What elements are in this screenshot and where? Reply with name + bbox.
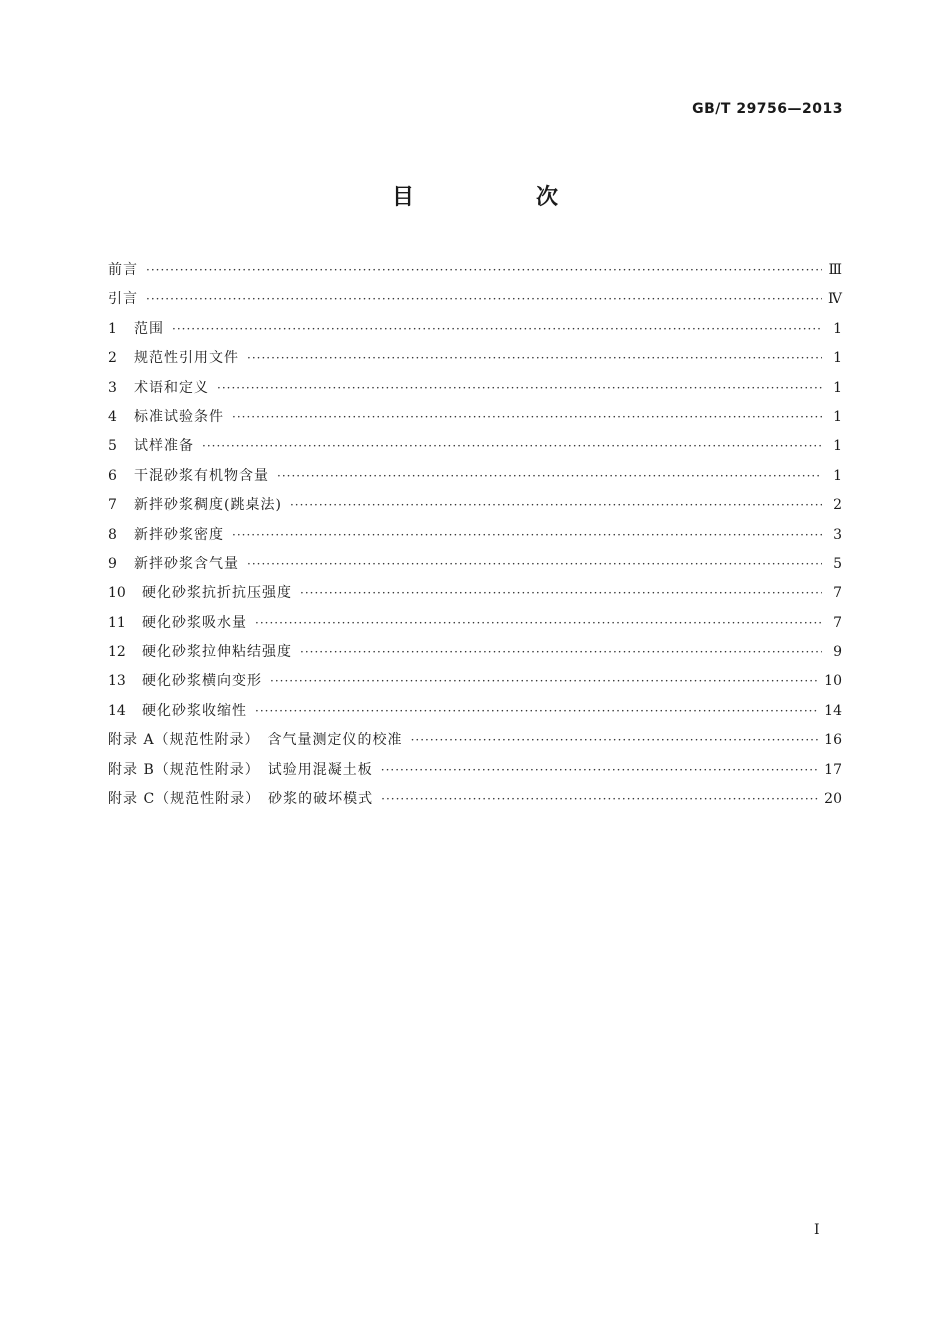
toc-leader-dots <box>277 462 822 491</box>
toc-leader-dots <box>290 491 822 520</box>
toc-leader-dots <box>381 785 818 814</box>
toc-entry-title: 新拌砂浆含气量 <box>134 555 239 572</box>
toc-leader-dots <box>232 521 822 550</box>
toc-leader-dots <box>146 285 822 314</box>
toc-entry-page: 10 <box>824 673 842 690</box>
toc-entry-page: 20 <box>824 791 842 808</box>
toc-entry[interactable] <box>108 667 842 696</box>
toc-leader-dots <box>381 756 818 785</box>
toc-entry-number: 2 <box>108 350 117 367</box>
toc-entry[interactable] <box>108 256 842 285</box>
toc-entry-page: 16 <box>824 732 842 749</box>
toc-entry-page: 17 <box>824 761 842 778</box>
toc-entry[interactable] <box>108 579 842 608</box>
toc-entry[interactable] <box>108 550 842 579</box>
toc-entry[interactable] <box>108 609 842 638</box>
toc-entry[interactable] <box>108 374 842 403</box>
toc-entry[interactable] <box>108 403 842 432</box>
toc-entry-number: 1 <box>108 320 117 337</box>
toc-entry-number: 8 <box>108 526 117 543</box>
toc-leader-dots <box>255 609 822 638</box>
toc-entry[interactable] <box>108 432 842 461</box>
toc-entry-number: 6 <box>108 467 117 484</box>
page-title: 目 次 <box>391 185 608 210</box>
toc-entry-number: 11 <box>108 614 126 631</box>
toc-entry-page: 5 <box>833 555 842 572</box>
toc-leader-dots <box>247 550 822 579</box>
toc-entry-number: 12 <box>108 644 126 661</box>
toc-entry-page: 1 <box>833 467 842 484</box>
toc-entry-title: 术语和定义 <box>134 379 209 396</box>
toc-leader-dots <box>146 256 822 285</box>
toc-entry-title: 规范性引用文件 <box>134 350 239 367</box>
toc-entry-title: 硬化砂浆拉伸粘结强度 <box>142 644 292 661</box>
toc-entry-page: Ⅳ <box>828 291 842 308</box>
toc-leader-dots <box>300 638 822 667</box>
toc-entry[interactable] <box>108 315 842 344</box>
toc-entry-number: 13 <box>108 673 126 690</box>
toc-entry-page: 7 <box>833 614 842 631</box>
toc-entry[interactable] <box>108 462 842 491</box>
toc-entry-title: 新拌砂浆密度 <box>134 526 224 543</box>
toc-entry-title: 试样准备 <box>134 438 194 455</box>
toc-entry-title: 新拌砂浆稠度(跳桌法) <box>134 497 282 514</box>
toc-entry-number: 7 <box>108 497 117 514</box>
standard-number: GB/T 29756—2013 <box>692 101 843 117</box>
toc-entry-page: 3 <box>833 526 842 543</box>
toc-entry-title: 范围 <box>134 320 164 337</box>
toc-entry-page: 7 <box>833 585 842 602</box>
toc-entry-annex[interactable] <box>108 785 842 814</box>
toc-entry-title: 硬化砂浆收缩性 <box>142 702 247 719</box>
toc-entry-number: 9 <box>108 555 117 572</box>
toc-entry-title: 硬化砂浆抗折抗压强度 <box>142 585 292 602</box>
toc-entry-page: 1 <box>833 438 842 455</box>
toc-leader-dots <box>232 403 822 432</box>
page-number: Ⅰ <box>814 1222 820 1238</box>
toc-leader-dots <box>247 344 822 373</box>
toc-entry[interactable] <box>108 285 842 314</box>
toc-leader-dots <box>411 726 819 755</box>
toc-leader-dots <box>270 667 818 696</box>
toc-entry-title: 引言 <box>108 291 138 308</box>
toc-entry-title: 硬化砂浆吸水量 <box>142 614 247 631</box>
toc-entry-number: 10 <box>108 585 126 602</box>
toc-leader-dots <box>202 432 822 461</box>
table-of-contents <box>108 256 842 814</box>
toc-entry[interactable] <box>108 521 842 550</box>
toc-entry-title: 附录 A（规范性附录） 含气量测定仪的校准 <box>108 732 403 749</box>
toc-entry-number: 4 <box>108 408 117 425</box>
toc-entry-title: 附录 B（规范性附录） 试验用混凝土板 <box>108 761 373 778</box>
toc-entry-number: 3 <box>108 379 117 396</box>
toc-entry-page: 1 <box>833 408 842 425</box>
toc-leader-dots <box>172 315 822 344</box>
toc-entry-page: Ⅲ <box>828 262 842 278</box>
toc-leader-dots <box>217 374 822 403</box>
toc-leader-dots <box>300 579 822 608</box>
toc-entry-title: 前言 <box>108 262 138 278</box>
toc-entry[interactable] <box>108 491 842 520</box>
toc-entry[interactable] <box>108 344 842 373</box>
toc-entry-page: 14 <box>824 702 842 719</box>
toc-entry-number: 5 <box>108 438 117 455</box>
toc-entry-page: 2 <box>833 497 842 514</box>
toc-entry-number: 14 <box>108 702 126 719</box>
toc-entry[interactable] <box>108 697 842 726</box>
toc-entry-annex[interactable] <box>108 726 842 755</box>
toc-entry-title: 标准试验条件 <box>134 408 224 425</box>
toc-entry-page: 9 <box>833 644 842 661</box>
toc-entry-title: 附录 C（规范性附录） 砂浆的破坏模式 <box>108 791 374 808</box>
toc-entry-page: 1 <box>833 379 842 396</box>
toc-entry-title: 硬化砂浆横向变形 <box>142 673 262 690</box>
toc-leader-dots <box>255 697 818 726</box>
toc-entry-page: 1 <box>833 350 842 367</box>
toc-entry-annex[interactable] <box>108 756 842 785</box>
toc-entry[interactable] <box>108 638 842 667</box>
toc-entry-title: 干混砂浆有机物含量 <box>134 467 269 484</box>
toc-entry-page: 1 <box>833 320 842 337</box>
